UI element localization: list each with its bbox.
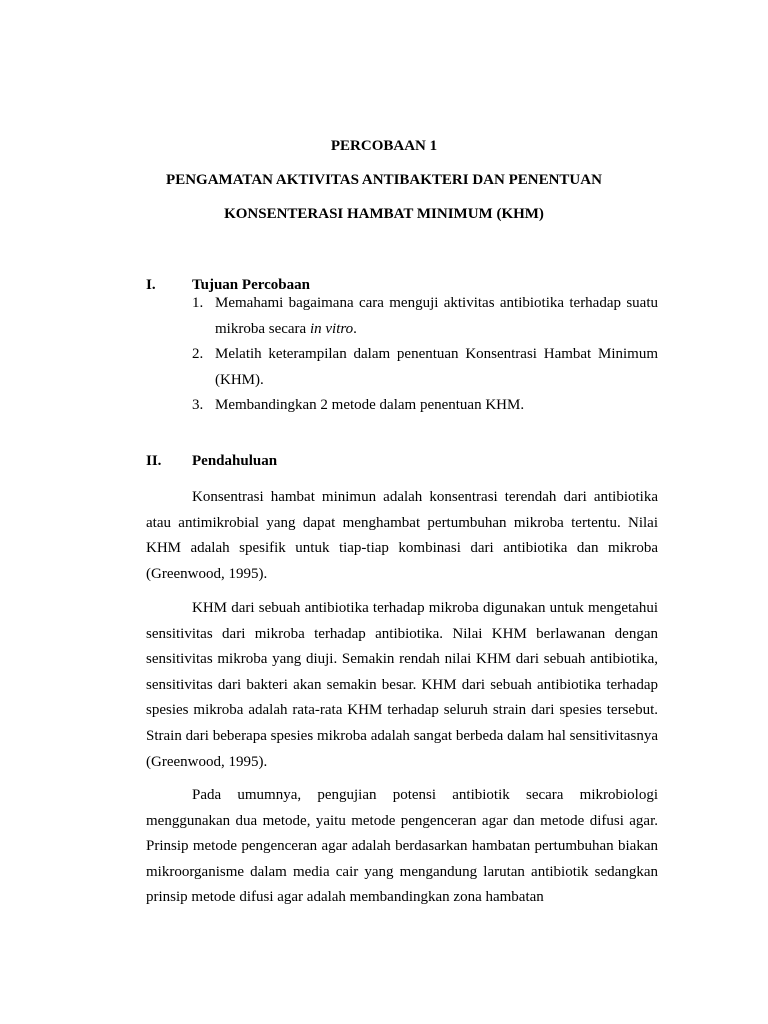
page-heading: PERCOBAAN 1 bbox=[330, 138, 438, 154]
list-item-number: 1. bbox=[192, 295, 204, 311]
objectives-list bbox=[192, 290, 658, 418]
title-line-1: PENGAMATAN AKTIVITAS ANTIBAKTERI DAN PENENTUAN bbox=[166, 172, 602, 188]
section-1-number: I. bbox=[146, 277, 156, 293]
paragraph-3: Pada umumnya, pengujian potensi antibiotik secara mikrobiologi menggunakan dua metode, yaitu metode pengenceran agar dan metode difusi agar. Prinsip metode pengenceran agar adalah berdasarkan hambatan pertumbuhan biakan mikroorganisme dalam media cair yang mengandung larutan antibiotik sedangkan prinsip metode difusi agar adalah membandingkan zona hambatan bbox=[146, 787, 658, 906]
list-item-number: 3. bbox=[192, 397, 204, 413]
list-item-text: Melatih keterampilan dalam penentuan Konsentrasi Hambat Minimum (KHM). bbox=[215, 346, 658, 388]
list-item bbox=[192, 290, 658, 342]
list-item-number: 2. bbox=[192, 346, 204, 362]
list-item-text: Memahami bagaimana cara menguji aktivitas antibiotika terhadap suatu mikroba secara in vitro. bbox=[215, 295, 658, 337]
section-2-title: Pendahuluan bbox=[192, 453, 278, 469]
paragraph-2: KHM dari sebuah antibiotika terhadap mikroba digunakan untuk mengetahui sensitivitas dari mikroba terhadap antibiotika. Nilai KHM berlawanan dengan sensitivitas mikroba yang diuji. Semakin rendah nilai KHM dari sebuah antibiotika, sensitivitas dari bakteri akan semakin besar. KHM dari sebuah antibiotika terhadap spesies mikroba adalah rata-rata KHM terhadap seluruh strain dari spesies tersebut. Strain dari beberapa spesies mikroba adalah sangat berbeda dalam hal sensitivitasnya (Greenwood, 1995). bbox=[146, 600, 658, 770]
italic-term: in vitro bbox=[309, 321, 354, 337]
section-2-number: II. bbox=[146, 453, 162, 469]
list-item bbox=[192, 341, 658, 393]
list-item bbox=[192, 392, 658, 418]
paragraph-1: Konsentrasi hambat minimun adalah konsentrasi terendah dari antibiotika atau antimikrobial yang dapat menghambat pertumbuhan mikroba tertentu. Nilai KHM adalah spesifik untuk tiap-tiap kombinasi dari antibiotika dan mikroba (Greenwood, 1995). bbox=[146, 489, 658, 582]
title-line-2: KONSENTERASI HAMBAT MINIMUM (KHM) bbox=[224, 206, 544, 222]
list-item-text: Membandingkan 2 metode dalam penentuan KHM. bbox=[215, 397, 525, 413]
section-1-title: Tujuan Percobaan bbox=[192, 277, 310, 293]
